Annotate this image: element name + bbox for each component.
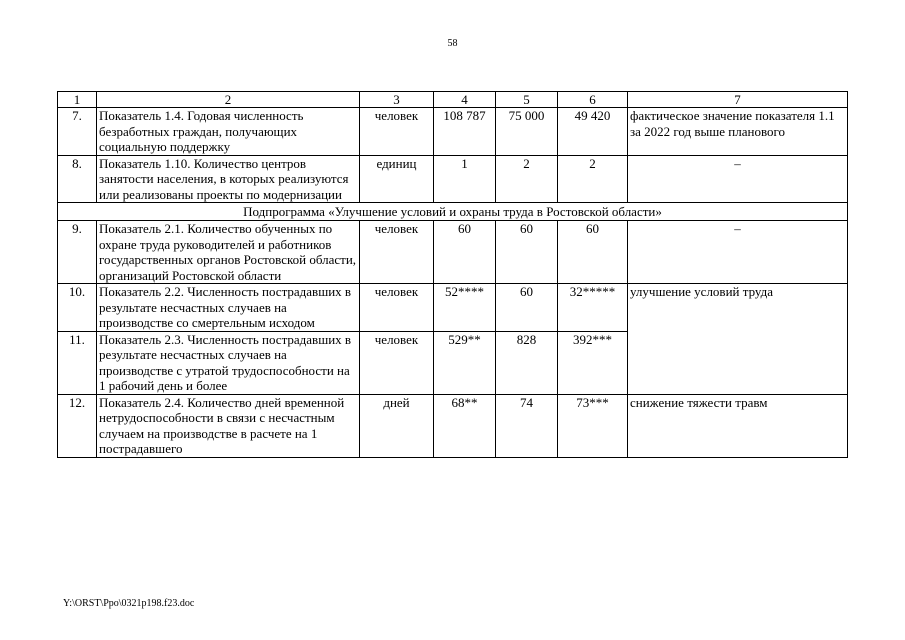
row-number: 7. xyxy=(58,108,97,156)
value-col6: 2 xyxy=(558,155,628,203)
note-cell: – xyxy=(628,155,848,203)
unit-cell: дней xyxy=(360,394,434,457)
footer-file-path: Y:\ORST\Ppo\0321p198.f23.doc xyxy=(63,598,195,609)
indicator-name: Показатель 1.4. Годовая численность безработных граждан, получающих социальную поддержку xyxy=(97,108,360,156)
table-row-9 xyxy=(58,221,848,284)
note-cell: фактическое значение показателя 1.1 за 2022 год выше планового xyxy=(628,108,848,156)
indicator-name: Показатель 1.10. Количество центров занятости населения, в которых реализуются или реализованы проекты по модернизации xyxy=(97,155,360,203)
unit-cell: единиц xyxy=(360,155,434,203)
value-col6: 60 xyxy=(558,221,628,284)
header-cell-1: 1 xyxy=(58,92,97,108)
indicator-name: Показатель 2.1. Количество обученных по охране труда руководителей и работников государственных органов Ростовской области, организаций Ростовской области xyxy=(97,221,360,284)
header-cell-2: 2 xyxy=(97,92,360,108)
column-number-row xyxy=(58,92,848,108)
note-cell-merged: улучшение условий труда xyxy=(628,284,848,395)
header-cell-6: 6 xyxy=(558,92,628,108)
value-col6: 49 420 xyxy=(558,108,628,156)
indicators-table xyxy=(57,91,848,458)
page-number: 58 xyxy=(447,38,458,49)
value-col5: 74 xyxy=(496,394,558,457)
header-cell-5: 5 xyxy=(496,92,558,108)
note-cell: снижение тяжести травм xyxy=(628,394,848,457)
row-number: 11. xyxy=(58,331,97,394)
value-col4: 52**** xyxy=(434,284,496,332)
table-row-7 xyxy=(58,108,848,156)
value-col6: 392*** xyxy=(558,331,628,394)
value-col4: 529** xyxy=(434,331,496,394)
indicator-name: Показатель 2.3. Численность пострадавших в результате несчастных случаев на производстве с утратой трудоспособности на 1 рабочий день и более xyxy=(97,331,360,394)
row-number: 9. xyxy=(58,221,97,284)
section-row xyxy=(58,203,848,221)
value-col4: 68** xyxy=(434,394,496,457)
table-row-10 xyxy=(58,284,848,332)
unit-cell: человек xyxy=(360,108,434,156)
table-row-8 xyxy=(58,155,848,203)
unit-cell: человек xyxy=(360,221,434,284)
value-col5: 75 000 xyxy=(496,108,558,156)
row-number: 10. xyxy=(58,284,97,332)
row-number: 12. xyxy=(58,394,97,457)
header-cell-3: 3 xyxy=(360,92,434,108)
value-col4: 108 787 xyxy=(434,108,496,156)
row-number: 8. xyxy=(58,155,97,203)
indicator-name: Показатель 2.4. Количество дней временной нетрудоспособности в связи с несчастным случаем на производстве в расчете на 1 пострадавшего xyxy=(97,394,360,457)
header-cell-4: 4 xyxy=(434,92,496,108)
unit-cell: человек xyxy=(360,284,434,332)
value-col4: 1 xyxy=(434,155,496,203)
value-col5: 828 xyxy=(496,331,558,394)
value-col4: 60 xyxy=(434,221,496,284)
indicator-name: Показатель 2.2. Численность пострадавших в результате несчастных случаев на производстве со смертельным исходом xyxy=(97,284,360,332)
header-cell-7: 7 xyxy=(628,92,848,108)
note-cell: – xyxy=(628,221,848,284)
section-title: Подпрограмма «Улучшение условий и охраны труда в Ростовской области» xyxy=(58,203,848,221)
value-col5: 60 xyxy=(496,221,558,284)
unit-cell: человек xyxy=(360,331,434,394)
value-col5: 60 xyxy=(496,284,558,332)
table-row-12 xyxy=(58,394,848,457)
value-col6: 73*** xyxy=(558,394,628,457)
value-col5: 2 xyxy=(496,155,558,203)
value-col6: 32***** xyxy=(558,284,628,332)
